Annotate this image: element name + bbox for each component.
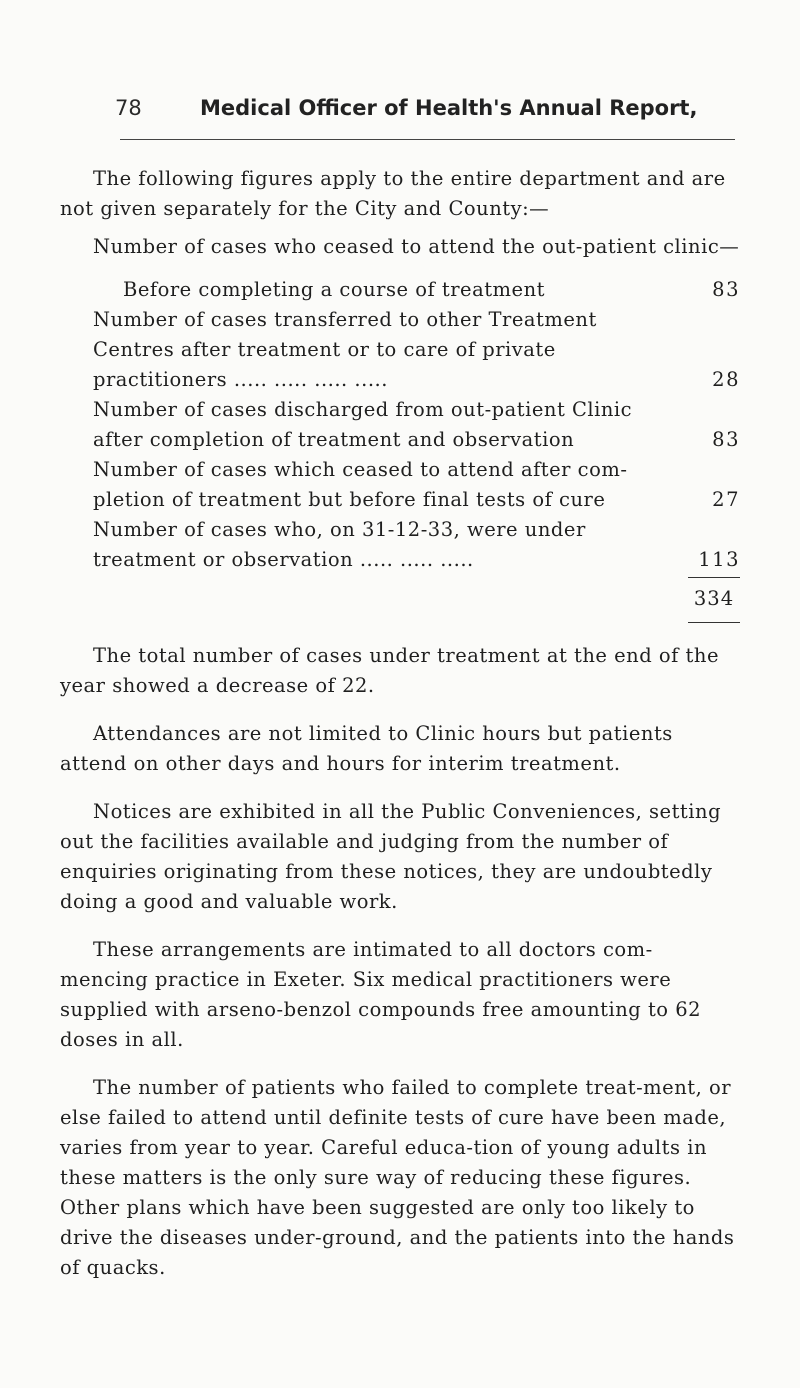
total-row — [93, 577, 740, 623]
paragraph-notices: Notices are exhibited in all the Public Conveniences, setting out the facilities available and judging from the number of enquiries originating from these notices, they are undoubtedly doing a good and valuable work. — [60, 800, 722, 913]
paragraph-decrease: The total number of cases under treatment at the end of the year showed a decrease of 22. — [60, 644, 719, 697]
header-rule — [120, 139, 735, 140]
stat-label: Number of cases transferred to other Treatment Centres after treatment or to care of private practitioners ..... ..... ..... ..... — [93, 308, 597, 391]
stat-label: Number of cases who, on 31-12-33, were under treatment or observation ..... ..... ..... — [93, 518, 586, 571]
statistics-list — [93, 232, 740, 623]
stat-value: 83 — [712, 278, 740, 301]
paragraph-attendances: Attendances are not limited to Clinic hours but patients attend on other days and hours for interim treatment. — [60, 722, 673, 775]
page-body — [60, 164, 740, 1283]
stat-label: Before completing a course of treatment — [123, 278, 545, 301]
stat-value: 27 — [712, 488, 740, 511]
ceased-heading: Number of cases who ceased to attend the out-patient clinic— — [93, 235, 740, 258]
page-number: 78 — [115, 96, 142, 120]
stat-value: 83 — [712, 428, 740, 451]
stat-value: 28 — [712, 368, 740, 391]
paragraph-arrangements: These arrangements are intimated to all doctors com-mencing practice in Exeter. Six medical practitioners were supplied with arseno-benzol compounds free amounting to 62 doses in all. — [60, 938, 702, 1051]
page-header — [115, 96, 735, 142]
stat-value: 113 — [698, 548, 740, 571]
total-value: 334 — [688, 577, 740, 623]
stat-row-ceased-after — [93, 455, 740, 515]
intro-paragraph: The following figures apply to the entire department and are not given separately for the City and County:— — [60, 167, 726, 220]
stat-label: Number of cases discharged from out-patient Clinic after completion of treatment and observation — [93, 398, 633, 451]
stat-row-under-treatment — [93, 515, 740, 575]
stat-row-transferred — [93, 305, 740, 395]
stat-row-ceased — [123, 275, 740, 305]
stat-label: Number of cases which ceased to attend after com-pletion of treatment but before final tests of cure — [93, 458, 628, 511]
paragraph-failed-patients: The number of patients who failed to complete treat-ment, or else failed to attend until definite tests of cure have been made, varies from year to year. Careful educa-tion of young adults in these matters is the only sure way of reducing these figures. Other plans which have been suggested are only too likely to drive the diseases under-ground, and the patients into the hands of quacks. — [60, 1076, 735, 1279]
stat-row-discharged — [93, 395, 740, 455]
report-title: Medical Officer of Health's Annual Report, — [200, 96, 698, 120]
